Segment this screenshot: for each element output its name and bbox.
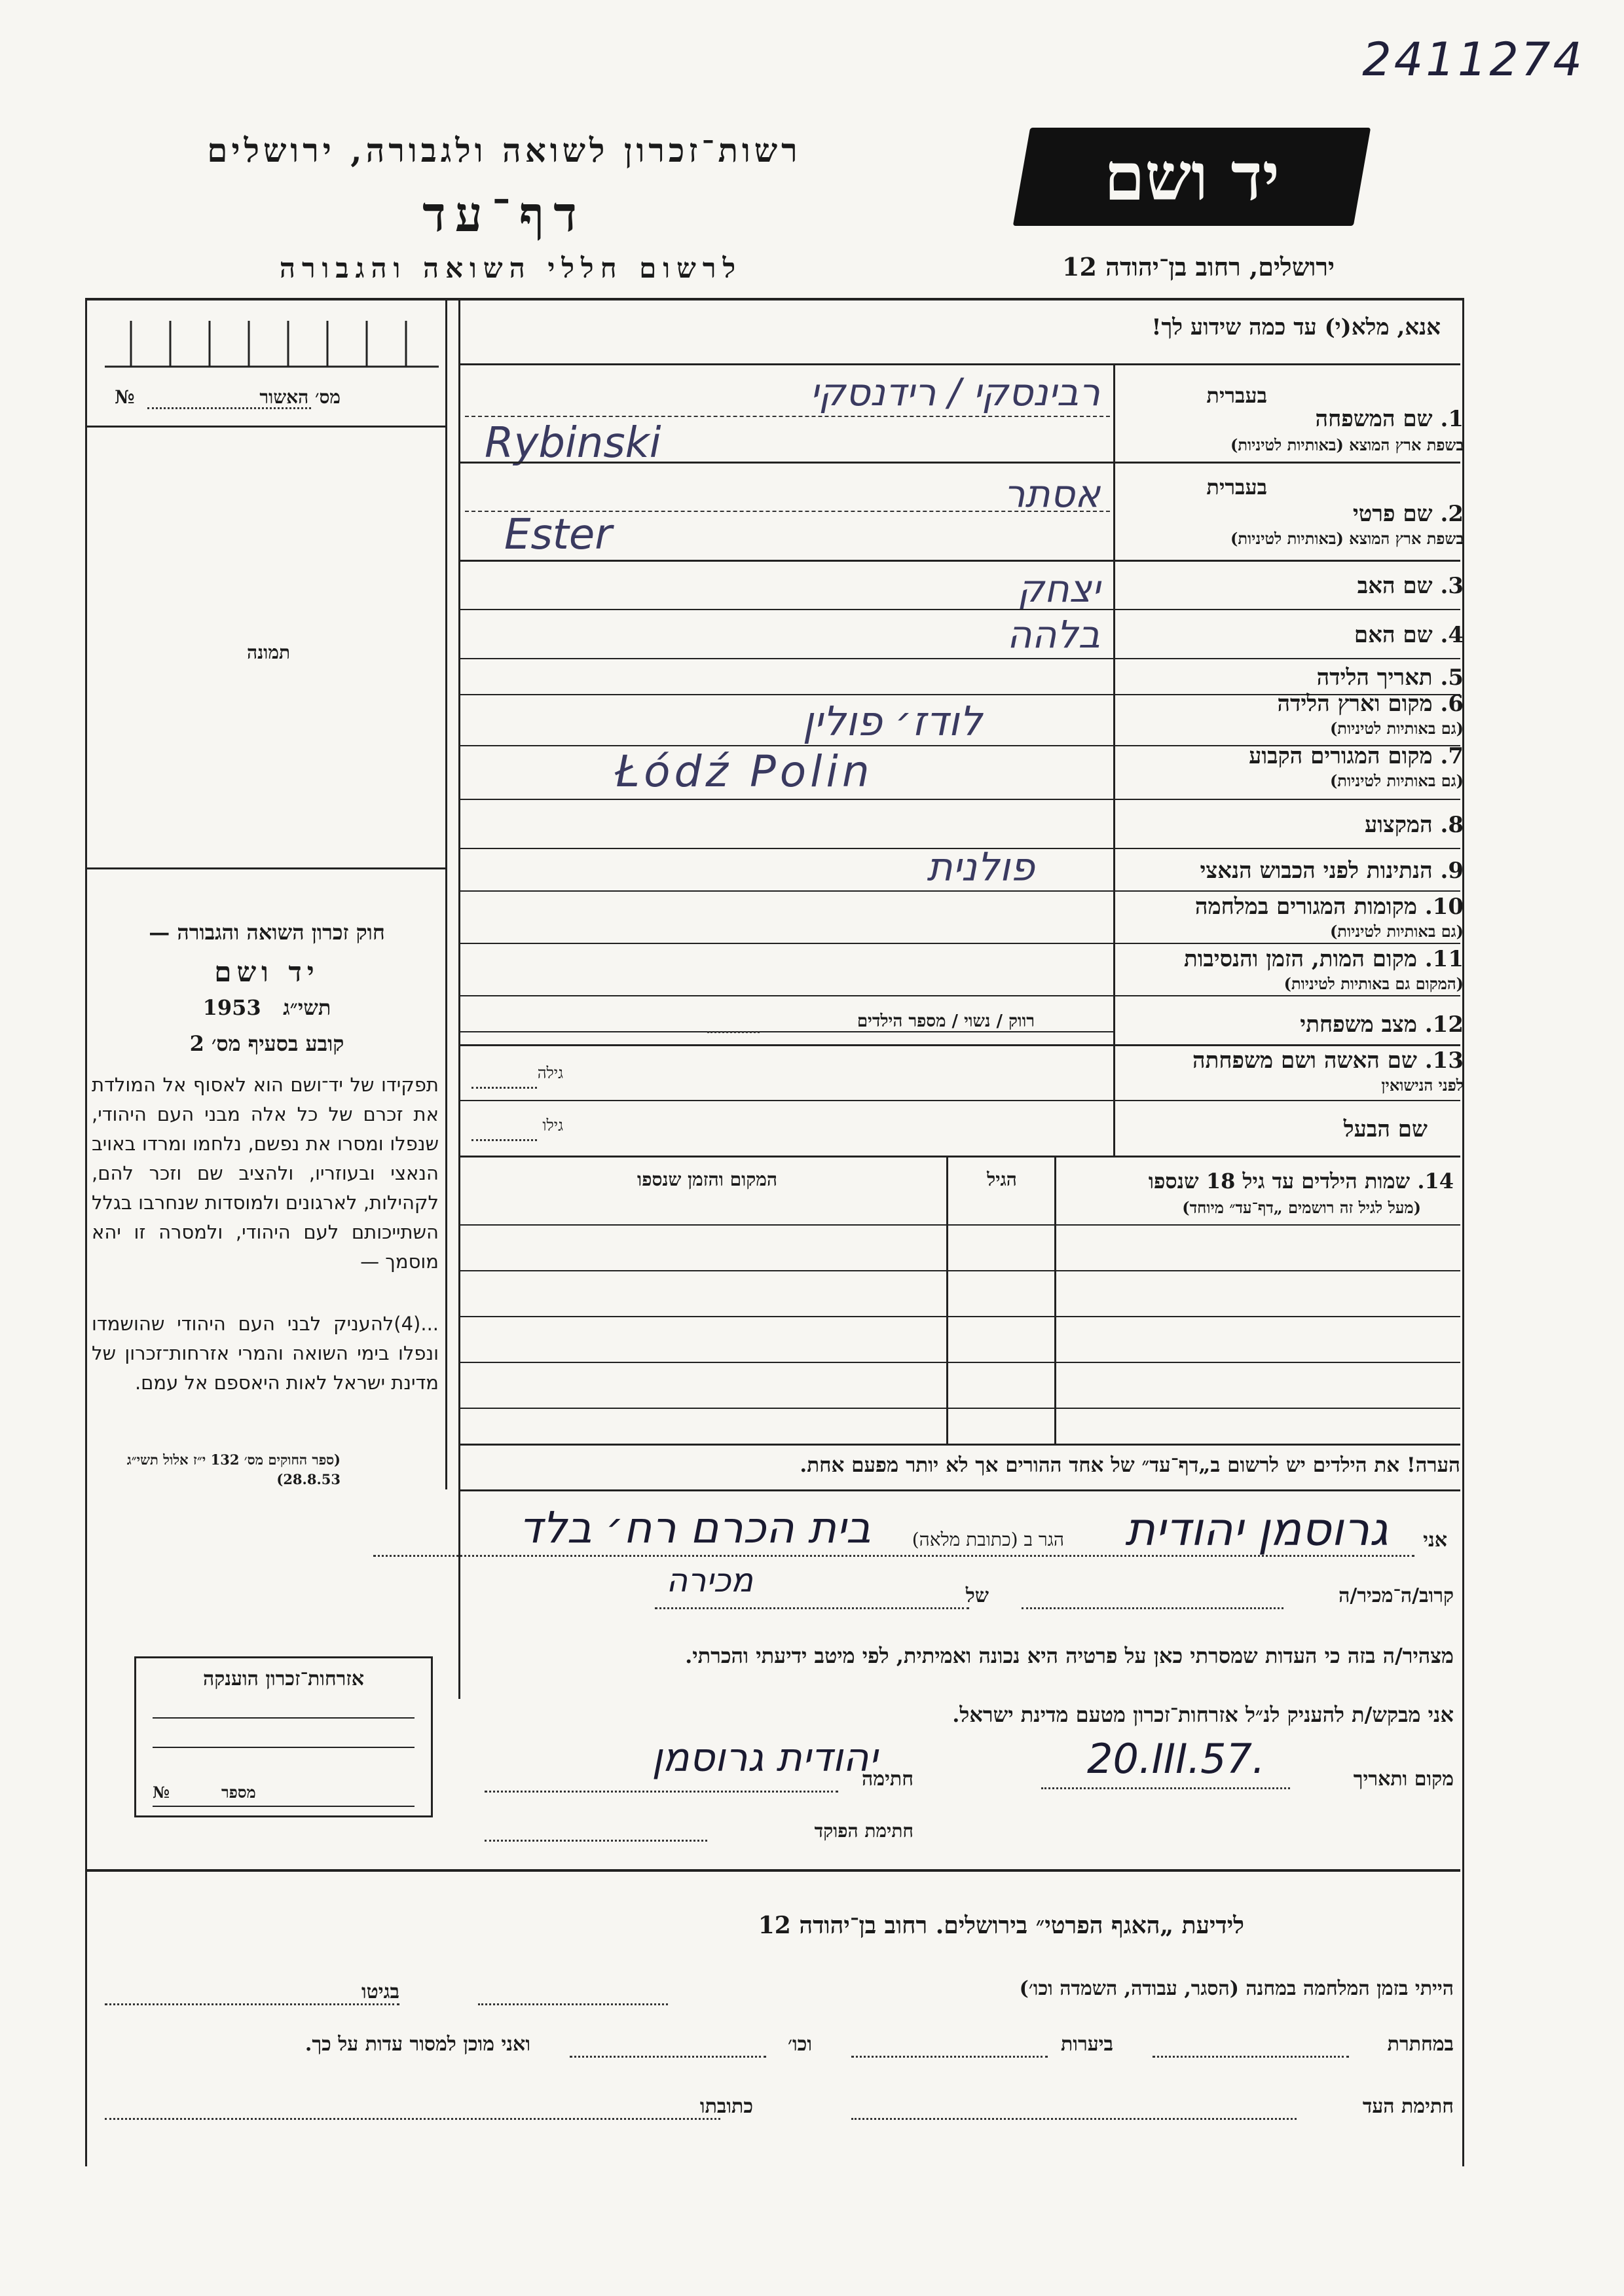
field-1-label: 1. שם המשפחה [1315, 406, 1464, 432]
ticks-box [105, 318, 439, 370]
field-1-sub: בשפת ארץ המוצא (באותיות לטיניות) [1230, 435, 1464, 454]
children-title: 14. שמות הילדים עד גיל 18 שנספו [1148, 1169, 1454, 1194]
field-3-value: יצחק [1017, 566, 1100, 611]
bottom-title: לידיעת „האגף הפרטי״ בירושלים. רחוב בן־יהודה 12 [758, 1912, 1244, 1939]
relation-label: קרוב/ה־מכיר/ה [1338, 1584, 1454, 1607]
field-2-value-latin: Ester [504, 511, 612, 559]
field-6-sub: (גם באותיות לטיניות) [1329, 719, 1464, 738]
photo-label: תמונה [246, 642, 291, 663]
field-9-label: 9. הנתינות לפני הכבוש הנאצי [1200, 858, 1464, 884]
field-4-value: בלהה [1006, 612, 1100, 657]
law-year: 1953 [202, 995, 261, 1020]
field-2-label-top: בעברית [1206, 475, 1267, 500]
place-date-label: מקום ותאריך [1353, 1768, 1454, 1791]
declarant-name: גרוסמן יהודית [1124, 1503, 1388, 1556]
field-11-sub: (המקום גם באותיות לטיניות) [1283, 974, 1464, 993]
witness-sig-label: חתימת העד [1362, 2095, 1454, 2118]
law-section: קובע בסעיף מס׳ 2 [189, 1031, 344, 1056]
officer-sig-label: חתימת הפוקד [814, 1820, 913, 1842]
field-7-sub: (גם באותיות לטיניות) [1329, 771, 1464, 790]
law-text: תפקידו של יד־ושם הוא לאסוף אל המולדת את זכרם של כל אלה מבני העם היהודי, שנפלו ומסרו את נפשם, נלחמו ומרדו באויב הנאצי ובעוזריו, ולהציב שם וזכר להם, לקהילות, לארגונים ולמוסדות שנחרבו בגלל השתייכותם לעם היהודי, ולמסרה זו יהא מוסמך — [92, 1074, 439, 1273]
cert-no-symbol: № [115, 386, 135, 408]
husband-age-label: גילו [542, 1116, 563, 1135]
declarant-address: בית הכרם רח׳ בלד [519, 1503, 871, 1553]
field-11-label: 11. מקום המות, הזמן והנסיבות [1183, 946, 1464, 972]
law-year-heb: תשי״ג [283, 995, 331, 1020]
law-year-line [95, 995, 439, 1020]
witness-address-label: כתובתו [699, 2095, 753, 2118]
declarant-address-label: הגר ב (כתובת מלאה) [912, 1529, 1064, 1550]
field-4-label: 4. שם האם [1354, 622, 1464, 648]
ready-label: ואני מוכן למסור עדות על כך. [304, 2033, 530, 2056]
field-12-label: 12. מצב משפחתי [1300, 1011, 1464, 1038]
date-value: 20.III.57. [1087, 1735, 1265, 1783]
field-12-options: רווק / נשוי / מספר הילדים [857, 1011, 1035, 1031]
remark: הערה! את הילדים יש לרשום ב„דף־עד״ של אחד ההורים אך לא יותר מפעם אחת. [800, 1453, 1460, 1477]
children-col-place: המקום והזמן שנספו [637, 1169, 777, 1190]
field-6-label: 6. מקום וארץ הלידה [1277, 691, 1464, 717]
signature-value: יהודית גרוסמן [652, 1735, 877, 1781]
address-header: ירושלים, רחוב בן־יהודה 12 [1062, 252, 1335, 282]
field-8-label: 8. המקצוע [1364, 812, 1464, 838]
declarant-i-label: אני [1423, 1529, 1447, 1552]
field-1-value-heb: רבינסקי / רידנסקי [810, 370, 1100, 414]
request-text: אני מבקש/ת להעניק לנ״ל אזרחות־זכרון מטעם מדינת ישראל. [952, 1702, 1454, 1727]
law-reference: (ספר החוקים מס׳ 132 י״ז אלול תשי״ג 28.8.53) [126, 1451, 341, 1487]
institution-name: רשות־זכרון לשואה ולגבורה, ירושלים [207, 131, 802, 170]
instruction: אנא, מלא(י) עד כמה שידוע לך! [1151, 314, 1441, 340]
law-name: יד ושם [214, 956, 320, 988]
cert-label: מס׳ האשור [259, 386, 341, 408]
law-title: חוק זכרון השואה והגבורה — [149, 920, 385, 945]
declaration-text: מצהיר/ה בזה כי העדות שמסרתי כאן על פרטיה היא נכונה ואמיתית, לפי מיטב ידיעתי והכרתי. [685, 1643, 1454, 1668]
field-7-value: Łódź Polin [616, 746, 874, 797]
children-note: (מעל לגיל זה רושמים „דף־עד״ מיוחד) [1182, 1198, 1421, 1217]
citizenship-box [134, 1656, 433, 1817]
field-1-value-latin: Rybinski [485, 419, 661, 467]
field-3-label: 3. שם האב [1357, 573, 1464, 599]
citizenship-no: № [153, 1783, 170, 1802]
underground-label: במחתרת [1387, 2033, 1454, 2056]
field-2-sub: בשפת ארץ המוצא (באותיות לטיניות) [1230, 529, 1464, 548]
law-text-2: ...(4)להעניק לבני העם היהודי שהושמדו ונפלו בימי השואה והמרי אזרחות־זכרון של מדינת ישראל לאות היאספם אל עמם. [92, 1313, 439, 1394]
field-6-value: לודז׳ פולין [802, 697, 982, 745]
forests-label: ביערות [1060, 2033, 1113, 2056]
field-13-age-label: גילה [537, 1064, 563, 1082]
field-1-label-top: בעברית [1206, 383, 1267, 408]
husband-label: שם הבעל [1343, 1116, 1428, 1142]
field-13-sub: לפני הנישואין [1381, 1076, 1464, 1095]
form-subtitle: לרשום חללי השואה והגבורה [279, 252, 743, 284]
archive-number: 2411274 [1362, 33, 1585, 86]
of-label: של [965, 1584, 989, 1607]
children-col-age: הגיל [987, 1169, 1017, 1190]
field-13-label: 13. שם האשה ושם משפחתה [1192, 1048, 1464, 1074]
yad-vashem-logo: יד ושם [1013, 128, 1371, 226]
citizenship-number-label: מספר [221, 1783, 256, 1802]
field-2-value-heb: אסתר [1003, 471, 1100, 516]
field-10-label: 10. מקומות המגורים במלחמה [1194, 894, 1464, 920]
field-2-label: 2. שם פרטי [1352, 501, 1464, 527]
field-9-value: פולנית [927, 845, 1035, 890]
citizenship-title: אזרחות־זכרון הוענקה [202, 1667, 365, 1690]
bottom-line1: הייתי בזמן המלחמה במחנה (הסגר, עבודה, השמדה וכו׳) [1019, 1977, 1454, 2000]
relation-value: מכירה [666, 1561, 753, 1599]
ghetto-label: בגיטו [361, 1980, 399, 2003]
signature-label: חתימה [862, 1768, 913, 1791]
field-7-label: 7. מקום המגורים הקבוע [1249, 743, 1464, 769]
field-10-sub: (גם באותיות לטיניות) [1329, 922, 1464, 941]
field-5-label: 5. תאריך הלידה [1316, 665, 1464, 691]
form-title: דף־עד [422, 187, 586, 243]
etc-label: וכו׳ [788, 2033, 812, 2056]
